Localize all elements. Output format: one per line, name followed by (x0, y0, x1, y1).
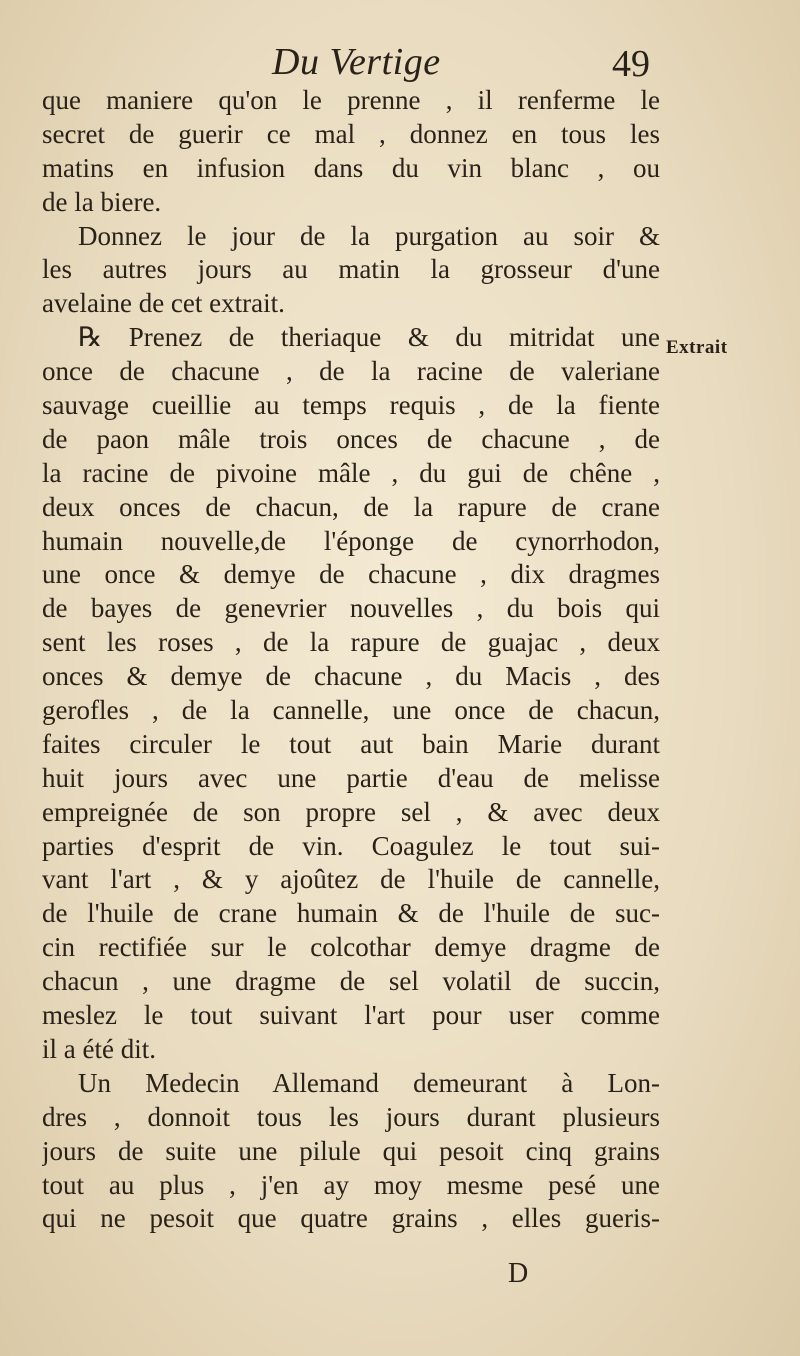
text-line: une once & demye de chacune , dix dragmes (42, 559, 660, 590)
signature-mark: D (508, 1258, 529, 1289)
text-line: Un Medecin Allemand demeurant à Lon- (78, 1067, 660, 1098)
text-line: vant l'art , & y ajoûtez de l'huile de cannelle, (42, 864, 660, 895)
text-line: de paon mâle trois onces de chacune , de (42, 423, 660, 454)
text-line: de l'huile de crane humain & de l'huile de suc- (42, 898, 660, 929)
text-line: la racine de pivoine mâle , du gui de chêne , (42, 457, 660, 488)
text-line: ℞ Prenez de theriaque & du mitridat une (78, 322, 660, 353)
text-line: matins en infusion dans du vin blanc , ou (42, 152, 660, 183)
text-line: onces & demye de chacune , du Macis , des (42, 661, 660, 692)
text-line: gerofles , de la cannelle, une once de chacun, (42, 695, 660, 726)
text-line: empreignée de son propre sel , & avec deux (42, 796, 660, 827)
text-line: secret de guerir ce mal , donnez en tous les (42, 118, 660, 149)
text-line: humain nouvelle,de l'éponge de cynorrhodon, (42, 525, 660, 556)
page-number: 49 (612, 43, 650, 85)
text-line: huit jours avec une partie d'eau de melisse (42, 762, 660, 793)
running-title: Du Vertige (272, 41, 441, 83)
text-line: jours de suite une pilule qui pesoit cinq grains (42, 1135, 660, 1166)
text-line: dres , donnoit tous les jours durant plusieurs (42, 1101, 660, 1132)
text-line: cin rectifiée sur le colcothar demye dragme de (42, 932, 660, 963)
text-line: faites circuler le tout aut bain Marie durant (42, 728, 660, 759)
text-line: sent les roses , de la rapure de guajac , deux (42, 627, 660, 658)
text-line: parties d'esprit de vin. Coagulez le tout sui- (42, 830, 660, 861)
body-text (42, 84, 660, 1236)
text-line: les autres jours au matin la grosseur d'une (42, 254, 660, 285)
text-line: once de chacune , de la racine de valeriane (42, 356, 660, 387)
text-line: il a été dit. (42, 1033, 156, 1064)
text-line: Donnez le jour de la purgation au soir & (78, 220, 660, 251)
text-line: meslez le tout suivant l'art pour user comme (42, 1000, 660, 1031)
margin-note: Extrait (666, 337, 728, 358)
text-line: qui ne pesoit que quatre grains , elles gueris- (42, 1203, 660, 1234)
text-line: chacun , une dragme de sel volatil de succin, (42, 966, 660, 997)
text-line: deux onces de chacun, de la rapure de crane (42, 491, 660, 522)
text-line: de bayes de genevrier nouvelles , du bois qui (42, 593, 660, 624)
text-line: que maniere qu'on le prenne , il renferme le (42, 85, 660, 115)
text-line: de la biere. (42, 186, 162, 217)
text-line: sauvage cueillie au temps requis , de la fiente (42, 390, 660, 421)
text-line: avelaine de cet extrait. (42, 288, 285, 319)
text-line: tout au plus , j'en ay moy mesme pesé une (42, 1169, 660, 1200)
